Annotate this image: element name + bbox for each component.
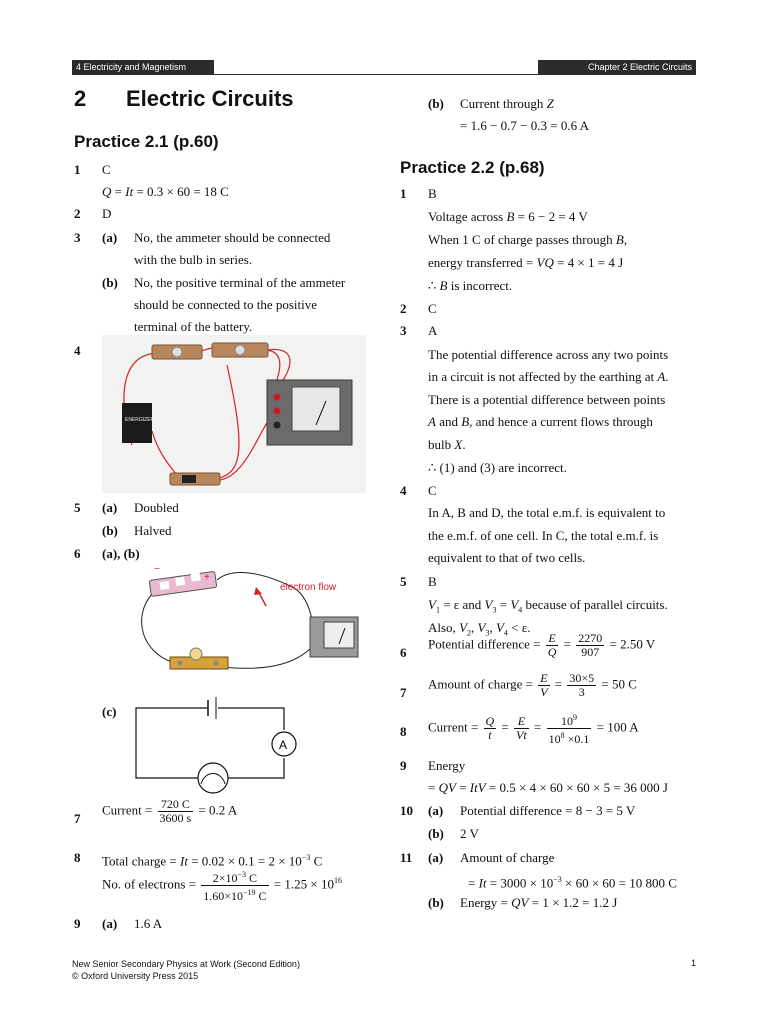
answer-text: A and B, and hence a current flows through (428, 414, 653, 429)
running-header-right: Chapter 2 Electric Circuits (538, 60, 696, 74)
answer-text: 1.6 A (134, 916, 163, 931)
answer-text: D (102, 206, 112, 221)
answer-4: 4 (400, 483, 407, 498)
answer-text: equivalent to that of two cells. (428, 550, 586, 565)
answer-text: terminal of the battery. (134, 319, 253, 334)
answer-9: 9 (400, 758, 407, 773)
answer-text: energy transferred = VQ = 4 × 1 = 4 J (428, 255, 624, 270)
answer-text: Voltage across B = 6 − 2 = 4 V (428, 209, 588, 224)
answer-text: = $It = 3000 \times 10^{-3} \times 60 \times 60 = 10$ 800 C (468, 875, 677, 891)
answer-7: 7 (400, 685, 407, 700)
answer-text: When 1 C of charge passes through B, (428, 232, 628, 247)
section-heading-practice-2-2: Practice 2.2 (p.68) (400, 158, 545, 177)
answer-text: C (428, 301, 437, 316)
answer-8: 8 (400, 724, 407, 739)
answer-text: the e.m.f. of one cell. In C, the total e.m.f. is (428, 528, 659, 543)
answer-text: Amount of charge = $\frac{E}{V}$ = $\frac{30\times 5}{3}$ = 50 C (428, 671, 637, 699)
answer-text: No, the positive terminal of the ammeter (134, 275, 346, 290)
answer-text: Q = It = 0.3 × 60 = 18 C (102, 184, 229, 199)
answer-1: 1 (74, 162, 81, 177)
answer-part: (a) (428, 850, 444, 865)
answer-part: (c) (102, 704, 117, 719)
answer-5: 5 (74, 500, 81, 515)
answer-text: Total charge = $It = 0.02 \times 0.1 = 2 \times 10^{-3}$ C (102, 853, 323, 869)
footer-copyright: © Oxford University Press 2015 (72, 971, 199, 981)
answer-text: Amount of charge (460, 850, 555, 865)
answer-6: 6 (74, 546, 81, 561)
answer-part: (b) (102, 523, 118, 538)
answer-3: 3 (400, 323, 407, 338)
section-heading-practice-2-1: Practice 2.1 (p.60) (74, 132, 219, 151)
plus-terminal-label: + (204, 572, 210, 583)
answer-2: 2 (74, 206, 81, 221)
answer-text: with the bulb in series. (134, 252, 253, 267)
answer-text: C (102, 162, 111, 177)
electron-flow-label: electron flow (280, 582, 337, 593)
answer-text: Current = $\frac{Q}{t}$ = $\frac{E}{Vt}$ = $\frac{10^9}{10^8 \times 0.1}$ = 100 A (428, 713, 639, 746)
footer-book-title: New Senior Secondary Physics at Work (Second Edition) (72, 959, 300, 969)
answer-text: No, the ammeter should be connected (134, 230, 331, 245)
answer-part: (a) (102, 916, 118, 931)
ammeter-label: A (279, 738, 288, 752)
circuit-diagram (130, 694, 298, 796)
answer-text: The potential difference across any two points (428, 347, 669, 362)
answer-text: should be connected to the positive (134, 297, 318, 312)
answer-part: (b) (428, 96, 444, 111)
answer-text: A (428, 323, 438, 338)
answer-text: Doubled (134, 500, 179, 515)
answer-part: (a), (b) (102, 546, 140, 561)
running-header-left: 4 Electricity and Magnetism (72, 60, 214, 74)
answer-text: Energy (428, 758, 466, 773)
answer-5: 5 (400, 574, 407, 589)
answer-text: Potential difference = $\frac{E}{Q}$ = $\frac{2270}{907}$ = 2.50 V (428, 631, 656, 659)
answer-9: 9 (74, 916, 81, 931)
answer-text: in a circuit is not affected by the earthing at A. (428, 369, 669, 384)
answer-text: ∴ B is incorrect. (428, 278, 513, 293)
answer-part: (a) (428, 803, 444, 818)
answer-text: = QV = ItV = 0.5 × 4 × 60 × 60 × 5 = 36 000 J (428, 780, 668, 795)
answer-text: Energy = QV = 1 × 1.2 = 1.2 J (460, 895, 618, 910)
answer-text: = 1.6 − 0.7 − 0.3 = 0.6 A (460, 118, 589, 133)
chapter-title: 2 Electric Circuits (74, 86, 294, 111)
answer-4: 4 (74, 343, 81, 358)
answer-3: 3 (74, 230, 81, 245)
answer-text: B (428, 186, 437, 201)
answer-text: Current = $\frac{720 C}{3600 s}$ = 0.2 A (102, 797, 238, 825)
answer-text: bulb X. (428, 437, 466, 452)
minus-terminal-label: − (154, 564, 160, 575)
answer-text: There is a potential difference between points (428, 392, 666, 407)
answer-text: Also, $V_2$, $V_3$, $V_4 < \varepsilon$. (428, 620, 531, 638)
answer-text: Halved (134, 523, 172, 538)
answer-7: 7 (74, 811, 81, 826)
answer-part: (b) (428, 895, 444, 910)
answer-1: 1 (400, 186, 407, 201)
answer-2: 2 (400, 301, 407, 316)
answer-text: No. of electrons = $\frac{2\times 10^{-3} C}{1.60\times 10^{-19} C}$ = $1.25 \times 10^{16}$ (102, 870, 342, 903)
answer-6: 6 (400, 645, 407, 660)
answer-text: Potential difference = 8 − 3 = 5 V (460, 803, 636, 818)
electron-flow-diagram (132, 562, 370, 687)
page-number: 1 (690, 958, 696, 968)
circuit-photo (102, 335, 366, 493)
answer-11: 11 (400, 850, 413, 865)
header-rule (72, 74, 696, 75)
answer-part: (a) (102, 500, 118, 515)
answer-text: $V_1 = \varepsilon$ and $V_3 = V_4$ because of parallel circuits. (428, 597, 668, 615)
answer-text: ∴ (1) and (3) are incorrect. (428, 460, 567, 475)
answer-part: (a) (102, 230, 118, 245)
answer-text: 2 V (460, 826, 479, 841)
answer-text: In A, B and D, the total e.m.f. is equivalent to (428, 505, 666, 520)
answer-part: (b) (102, 275, 118, 290)
answer-10: 10 (400, 803, 413, 818)
answer-text: Current through Z (460, 96, 554, 111)
answer-8: 8 (74, 850, 81, 865)
answer-text: C (428, 483, 437, 498)
battery-label: ENERGIZER (125, 417, 155, 423)
answer-part: (b) (428, 826, 444, 841)
answer-text: B (428, 574, 437, 589)
